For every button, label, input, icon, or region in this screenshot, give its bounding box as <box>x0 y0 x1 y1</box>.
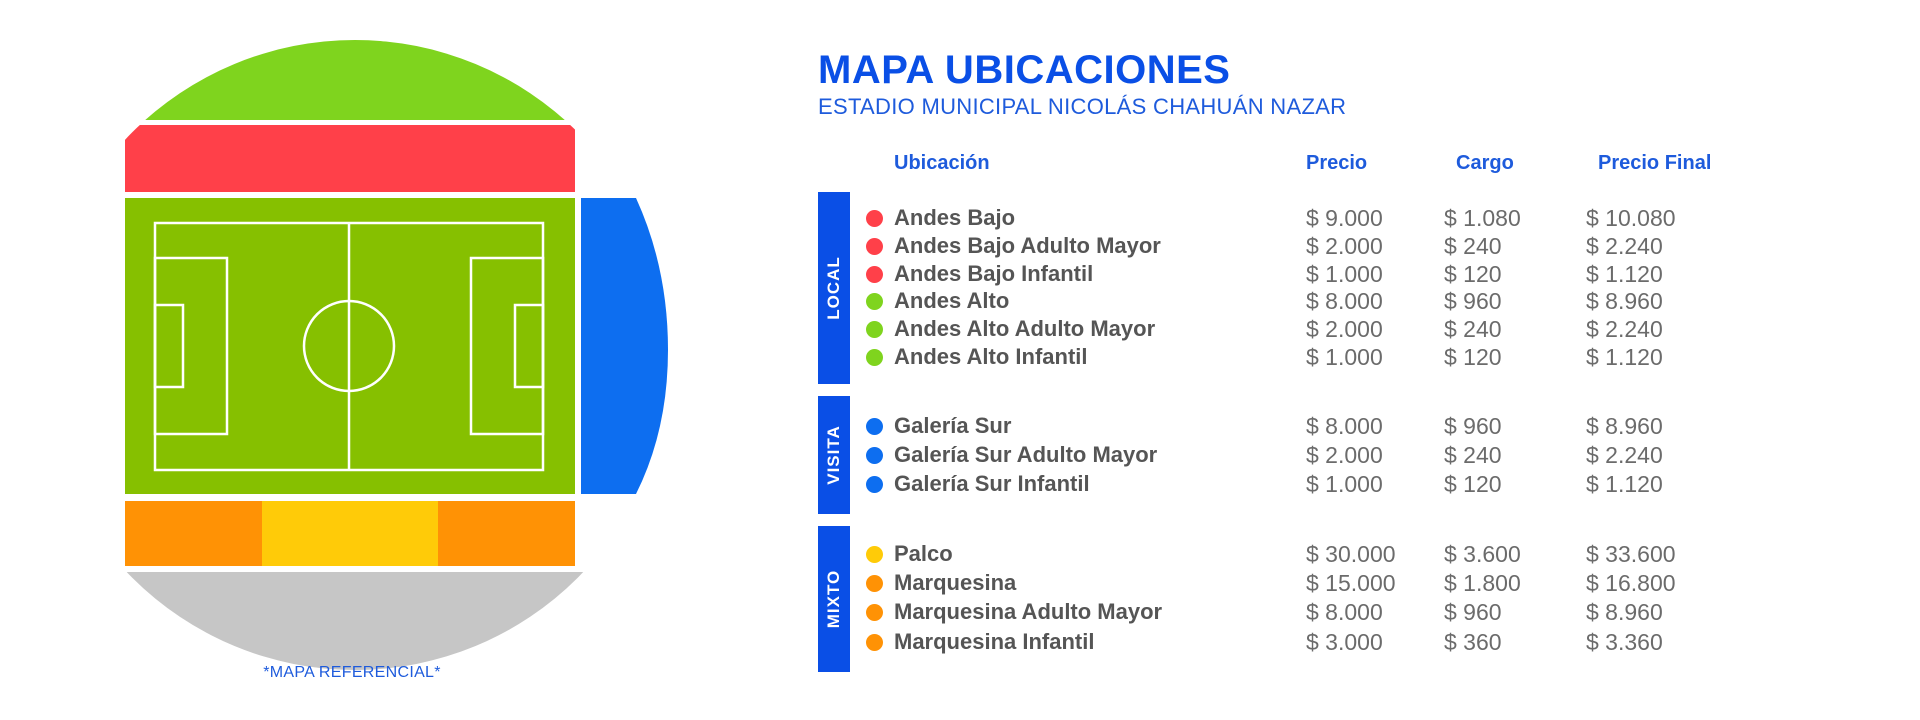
price-cell: $ 9.000 <box>1306 205 1383 231</box>
section-color-dot <box>866 476 883 493</box>
price-cell: $ 15.000 <box>1306 570 1396 597</box>
page-title: MAPA UBICACIONES <box>818 48 1231 92</box>
final-price-cell: $ 33.600 <box>1586 541 1676 567</box>
header-ubicacion: Ubicación <box>894 152 990 174</box>
charge-cell: $ 240 <box>1444 316 1502 343</box>
section-color-dot <box>866 447 883 464</box>
final-price-cell: $ 8.960 <box>1586 413 1663 439</box>
map-note: *MAPA REFERENCIAL* <box>263 664 441 681</box>
section-color-dot <box>866 546 883 563</box>
location-name: Andes Alto Infantil <box>894 344 1088 369</box>
section-color-dot <box>866 575 883 592</box>
charge-cell: $ 3.600 <box>1444 541 1521 567</box>
group-bar-local <box>818 192 850 384</box>
price-cell: $ 1.000 <box>1306 471 1383 498</box>
final-price-cell: $ 8.960 <box>1586 288 1663 315</box>
table-row <box>864 441 1764 469</box>
final-price-cell: $ 16.800 <box>1586 570 1676 597</box>
location-name: Marquesina Adulto Mayor <box>894 599 1163 625</box>
final-price-cell: $ 1.120 <box>1586 260 1663 287</box>
page-subtitle: ESTADIO MUNICIPAL NICOLÁS CHAHUÁN NAZAR <box>818 94 1347 119</box>
section-color-dot <box>866 321 883 338</box>
table-row <box>864 470 1764 498</box>
table-row <box>864 287 1764 315</box>
table-row <box>864 232 1764 260</box>
price-cell: $ 2.000 <box>1306 442 1383 469</box>
location-name: Galería Sur Infantil <box>894 471 1090 497</box>
charge-cell: $ 120 <box>1444 471 1502 498</box>
charge-cell: $ 960 <box>1444 599 1502 626</box>
price-cell: $ 2.000 <box>1306 232 1383 259</box>
table-row <box>864 260 1764 288</box>
price-cell: $ 2.000 <box>1306 316 1383 343</box>
final-price-cell: $ 2.240 <box>1586 232 1663 259</box>
header-precio: Precio <box>1306 152 1368 174</box>
price-cell: $ 1.000 <box>1306 344 1383 370</box>
section-color-dot <box>866 634 883 651</box>
group-bar-visita <box>818 396 850 514</box>
charge-cell: $ 240 <box>1444 442 1502 469</box>
group-label-mixto: MIXTO <box>824 569 843 629</box>
section-lower-stand <box>30 572 690 702</box>
final-price-cell: $ 8.960 <box>1586 599 1663 626</box>
location-name: Andes Alto Adulto Mayor <box>894 316 1156 342</box>
final-price-cell: $ 1.120 <box>1586 344 1663 370</box>
section-color-dot <box>866 210 883 227</box>
section-andes-alto <box>30 30 580 120</box>
section-andes-bajo <box>125 125 575 192</box>
final-price-cell: $ 2.240 <box>1586 316 1663 343</box>
location-name: Andes Bajo Adulto Mayor <box>894 232 1161 258</box>
section-marquesina-right <box>438 501 575 566</box>
table-row <box>864 343 1764 371</box>
section-marquesina-left <box>125 501 262 566</box>
final-price-cell: $ 3.360 <box>1586 628 1663 655</box>
table-row <box>864 204 1764 232</box>
table-row <box>864 598 1764 626</box>
table-row <box>864 315 1764 343</box>
location-name: Galería Sur Adulto Mayor <box>894 442 1158 468</box>
price-cell: $ 8.000 <box>1306 413 1383 439</box>
final-price-cell: $ 1.120 <box>1586 471 1663 498</box>
location-name: Marquesina <box>894 570 1017 596</box>
charge-cell: $ 960 <box>1444 288 1502 315</box>
charge-cell: $ 120 <box>1444 344 1502 370</box>
section-galeria-sur <box>581 198 668 494</box>
price-cell: $ 1.000 <box>1306 260 1383 287</box>
section-color-dot <box>866 266 883 283</box>
location-name: Andes Alto <box>894 288 1010 314</box>
price-cell: $ 8.000 <box>1306 288 1383 315</box>
location-name: Andes Bajo <box>894 205 1016 230</box>
section-color-dot <box>866 238 883 255</box>
header-cargo: Cargo <box>1456 152 1514 174</box>
charge-cell: $ 240 <box>1444 232 1502 259</box>
section-palco <box>262 501 438 566</box>
table-row <box>864 540 1764 568</box>
section-color-dot <box>866 293 883 310</box>
charge-cell: $ 360 <box>1444 628 1502 655</box>
section-color-dot <box>866 349 883 366</box>
final-price-cell: $ 2.240 <box>1586 442 1663 469</box>
header-precio-final: Precio Final <box>1598 152 1712 174</box>
section-color-dot <box>866 604 883 621</box>
charge-cell: $ 1.080 <box>1444 205 1521 231</box>
charge-cell: $ 960 <box>1444 413 1502 439</box>
location-name: Marquesina Infantil <box>894 628 1095 654</box>
price-cell: $ 30.000 <box>1306 541 1396 567</box>
table-row <box>864 628 1764 656</box>
stadium-map <box>0 0 760 720</box>
group-label-local: LOCAL <box>824 256 843 320</box>
group-bar-mixto <box>818 526 850 672</box>
group-label-visita: VISITA <box>824 425 843 485</box>
charge-cell: $ 120 <box>1444 260 1502 287</box>
location-name: Andes Bajo Infantil <box>894 260 1094 286</box>
table-row <box>864 412 1764 440</box>
final-price-cell: $ 10.080 <box>1586 205 1676 231</box>
location-name: Palco <box>894 541 953 566</box>
charge-cell: $ 1.800 <box>1444 570 1521 597</box>
price-cell: $ 8.000 <box>1306 599 1383 626</box>
section-color-dot <box>866 418 883 435</box>
price-cell: $ 3.000 <box>1306 628 1383 655</box>
location-name: Galería Sur <box>894 413 1012 438</box>
table-row <box>864 569 1764 597</box>
